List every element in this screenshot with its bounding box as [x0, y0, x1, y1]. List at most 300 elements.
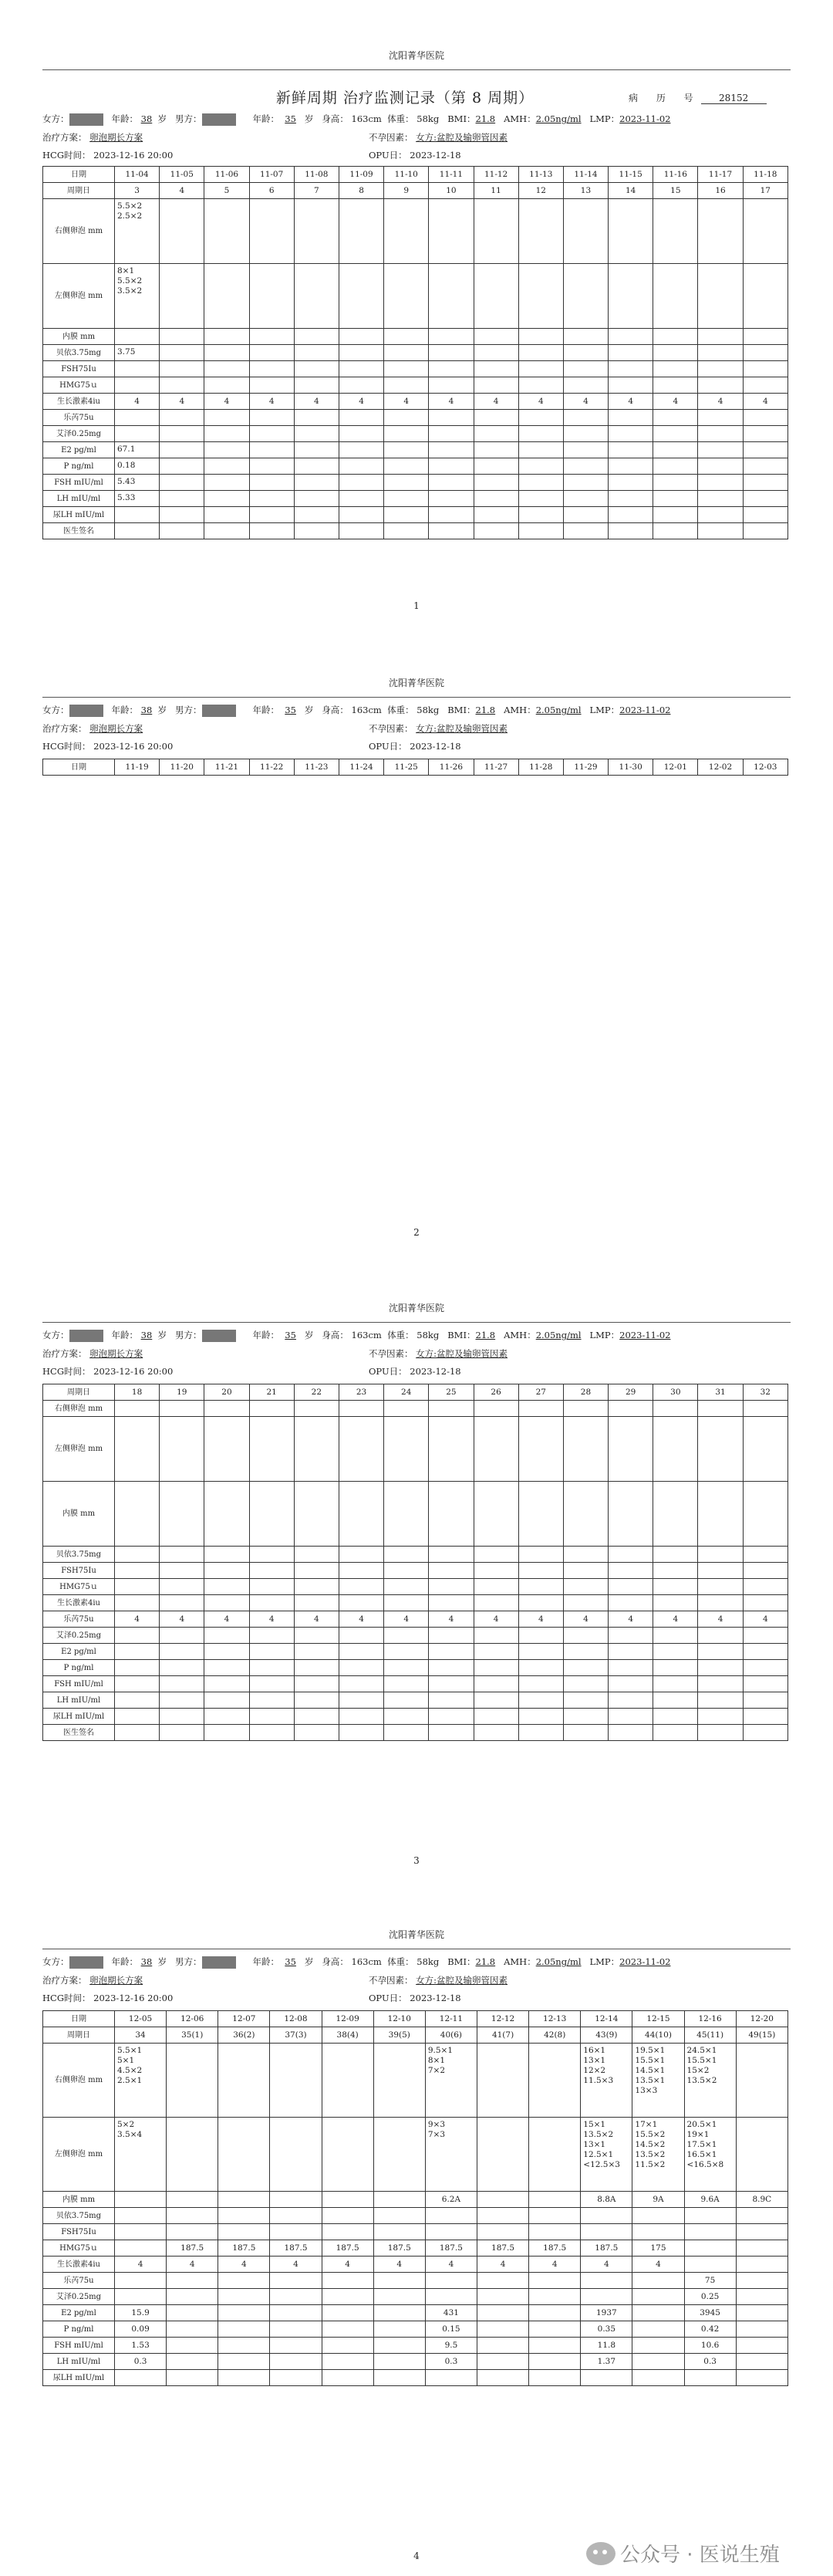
- row-label: 左侧卵泡 mm: [43, 264, 115, 329]
- table-cell: [698, 1628, 743, 1644]
- table-cell: [581, 2289, 632, 2305]
- row-label: 右侧卵泡 mm: [43, 199, 115, 264]
- row-label: HMG75ｕ: [43, 2240, 115, 2257]
- table-cell: [218, 2354, 270, 2370]
- table-cell: [115, 2192, 167, 2208]
- table-cell: [477, 2321, 528, 2338]
- table-cell: [518, 1595, 563, 1611]
- table-cell: [518, 1482, 563, 1547]
- table-cell: 11-27: [474, 759, 518, 776]
- table-cell: 14: [609, 183, 653, 199]
- table-cell: [160, 1709, 204, 1725]
- table-cell: [474, 1628, 518, 1644]
- table-cell: [477, 2208, 528, 2224]
- table-cell: [429, 1709, 474, 1725]
- row-label: 周期日: [43, 2027, 115, 2044]
- table-cell: [736, 2240, 787, 2257]
- row-label: 艾泽0.25mg: [43, 426, 115, 442]
- table-cell: [373, 2224, 425, 2240]
- table-row: [43, 1611, 788, 1628]
- table-cell: [339, 1563, 383, 1579]
- hospital-name: 沈阳菁华医院: [388, 1303, 444, 1313]
- table-cell: [529, 2305, 581, 2321]
- table-cell: [518, 1644, 563, 1660]
- table-cell: 4: [204, 394, 249, 410]
- table-cell: [294, 1401, 339, 1417]
- table-cell: [429, 1595, 474, 1611]
- table-cell: [167, 2118, 218, 2192]
- table-cell: [373, 2289, 425, 2305]
- table-cell: [698, 1692, 743, 1709]
- table-cell: 187.5: [477, 2240, 528, 2257]
- table-cell: 0.3: [684, 2354, 736, 2370]
- table-cell: [384, 1563, 429, 1579]
- table-cell: [518, 1401, 563, 1417]
- row-label: 贝依3.75mg: [43, 1547, 115, 1563]
- table-cell: [204, 1595, 249, 1611]
- table-cell: [384, 1482, 429, 1547]
- table-cell: [115, 2370, 167, 2386]
- row-label: E2 pg/ml: [43, 442, 115, 458]
- table-cell: [736, 2208, 787, 2224]
- table-cell: [249, 1660, 294, 1676]
- table-cell: [373, 2044, 425, 2118]
- table-cell: [294, 1725, 339, 1741]
- table-cell: [115, 2273, 167, 2289]
- table-cell: [218, 2273, 270, 2289]
- table-cell: 12-12: [477, 2011, 528, 2027]
- table-cell: [474, 1660, 518, 1676]
- table-cell: [218, 2208, 270, 2224]
- table-cell: [743, 1676, 787, 1692]
- table-cell: [249, 1692, 294, 1709]
- table-cell: [160, 1482, 204, 1547]
- table-cell: [653, 1579, 698, 1595]
- table-cell: 175: [632, 2240, 684, 2257]
- table-cell: 19.5×1 15.5×1 14.5×1 13.5×1 13×3: [632, 2044, 684, 2118]
- table-cell: 4: [609, 394, 653, 410]
- table-cell: [160, 1401, 204, 1417]
- table-cell: 1.53: [115, 2338, 167, 2354]
- table-cell: 17: [743, 183, 787, 199]
- table-cell: 4: [474, 1611, 518, 1628]
- table-row: [43, 2305, 788, 2321]
- table-cell: 12-05: [115, 2011, 167, 2027]
- table-cell: [581, 2370, 632, 2386]
- table-row: [43, 2192, 788, 2208]
- table-cell: 18: [115, 1384, 160, 1401]
- table-cell: [632, 2273, 684, 2289]
- table-cell: [384, 1417, 429, 1482]
- table-cell: 187.5: [322, 2240, 373, 2257]
- table-cell: 35(1): [167, 2027, 218, 2044]
- table-cell: [322, 2338, 373, 2354]
- table-cell: 75: [684, 2273, 736, 2289]
- table-cell: [425, 2370, 477, 2386]
- table-cell: 4: [249, 1611, 294, 1628]
- table-cell: [167, 2208, 218, 2224]
- hcg-time: HCG时间： 2023-12-16 20:00: [42, 1366, 174, 1377]
- table-cell: 9×3 7×3: [425, 2118, 477, 2192]
- row-label: 医生签名: [43, 523, 115, 539]
- table-cell: [743, 1482, 787, 1547]
- table-cell: 26: [474, 1384, 518, 1401]
- table-cell: [160, 1692, 204, 1709]
- table-cell: [698, 1725, 743, 1741]
- table-cell: 4: [115, 394, 160, 410]
- table-cell: 12-13: [529, 2011, 581, 2027]
- table-cell: 187.5: [529, 2240, 581, 2257]
- table-cell: [743, 1660, 787, 1676]
- table-cell: 4: [204, 1611, 249, 1628]
- table-cell: [736, 2118, 787, 2192]
- table-cell: 4: [698, 1611, 743, 1628]
- table-cell: 4: [653, 1611, 698, 1628]
- table-cell: [204, 1417, 249, 1482]
- table-cell: 12-03: [743, 759, 787, 776]
- table-cell: 11-08: [294, 167, 339, 183]
- table-cell: [684, 2370, 736, 2386]
- table-cell: 43(9): [581, 2027, 632, 2044]
- table-cell: [698, 1401, 743, 1417]
- row-label: FSH mIU/ml: [43, 2338, 115, 2354]
- table-cell: 8×1 5.5×2 3.5×2: [115, 264, 160, 329]
- table-cell: 4: [563, 1611, 608, 1628]
- table-cell: [609, 1660, 653, 1676]
- table-cell: [384, 1692, 429, 1709]
- table-cell: [518, 1417, 563, 1482]
- table-cell: [115, 1563, 160, 1579]
- watermark: 公众号 · 医说生殖: [586, 2539, 780, 2568]
- table-cell: [563, 1660, 608, 1676]
- table-cell: [270, 2338, 322, 2354]
- table-cell: 12-14: [581, 2011, 632, 2027]
- table-cell: 1.37: [581, 2354, 632, 2370]
- table-cell: 4: [160, 183, 204, 199]
- table-cell: [477, 2224, 528, 2240]
- table-cell: [698, 1676, 743, 1692]
- row-label: HMG75ｕ: [43, 1579, 115, 1595]
- table-cell: [160, 1644, 204, 1660]
- row-label: E2 pg/ml: [43, 1644, 115, 1660]
- table-cell: [167, 2289, 218, 2305]
- table-row: [43, 2321, 788, 2338]
- row-label: 艾泽0.25mg: [43, 2289, 115, 2305]
- table-cell: 4: [384, 394, 429, 410]
- table-cell: [653, 1676, 698, 1692]
- table-cell: 16×1 13×1 12×2 11.5×3: [581, 2044, 632, 2118]
- table-cell: 12-11: [425, 2011, 477, 2027]
- table-cell: [474, 1595, 518, 1611]
- opu-date: OPU日： 2023-12-18: [369, 150, 461, 161]
- table-cell: [477, 2354, 528, 2370]
- table-cell: [736, 2257, 787, 2273]
- table-cell: [477, 2305, 528, 2321]
- table-cell: 9.5: [425, 2338, 477, 2354]
- row-label: HMG75ｕ: [43, 377, 115, 394]
- redacted-name: [69, 1956, 103, 1969]
- table-cell: 4: [218, 2257, 270, 2273]
- table-cell: 28: [563, 1384, 608, 1401]
- table-cell: [339, 1725, 383, 1741]
- table-cell: 27: [518, 1384, 563, 1401]
- row-label: 乐芮75u: [43, 1611, 115, 1628]
- table-cell: [653, 1547, 698, 1563]
- table-cell: 23: [339, 1384, 383, 1401]
- table-cell: [115, 2240, 167, 2257]
- table-cell: [653, 1595, 698, 1611]
- table-cell: [373, 2370, 425, 2386]
- table-cell: [384, 1595, 429, 1611]
- table-cell: 11-09: [339, 167, 383, 183]
- table-cell: 0.3: [115, 2354, 167, 2370]
- table-cell: 4: [518, 394, 563, 410]
- table-cell: [322, 2224, 373, 2240]
- table-cell: [429, 1660, 474, 1676]
- table-cell: 187.5: [167, 2240, 218, 2257]
- table-cell: [563, 1644, 608, 1660]
- table-cell: 4: [632, 2257, 684, 2273]
- table-cell: 42(8): [529, 2027, 581, 2044]
- table-cell: [632, 2208, 684, 2224]
- table-row: [43, 759, 788, 776]
- table-cell: [653, 1692, 698, 1709]
- table-cell: [563, 1595, 608, 1611]
- table-cell: [477, 2192, 528, 2208]
- table-cell: 4: [429, 1611, 474, 1628]
- table-cell: [743, 1547, 787, 1563]
- table-cell: 4: [698, 394, 743, 410]
- table-cell: [518, 1547, 563, 1563]
- table-cell: [609, 1692, 653, 1709]
- table-cell: [373, 2354, 425, 2370]
- table-cell: 4: [425, 2257, 477, 2273]
- table-row: [43, 2011, 788, 2027]
- table-cell: [653, 1563, 698, 1579]
- table-cell: 10: [429, 183, 474, 199]
- table-cell: [294, 1595, 339, 1611]
- table-cell: [294, 1660, 339, 1676]
- opu-date: OPU日： 2023-12-18: [369, 741, 461, 752]
- patient-info-line2: 治疗方案： 卵泡期长方案: [42, 1975, 143, 1986]
- table-cell: [249, 1482, 294, 1547]
- table-cell: 4: [743, 394, 787, 410]
- table-cell: 15×1 13.5×2 13×1 12.5×1 <12.5×3: [581, 2118, 632, 2192]
- table-cell: [474, 1563, 518, 1579]
- page-number: 2: [413, 1227, 420, 1238]
- table-cell: 21: [249, 1384, 294, 1401]
- table-cell: [218, 2224, 270, 2240]
- table-cell: [477, 2273, 528, 2289]
- table-cell: 0.42: [684, 2321, 736, 2338]
- row-label: 医生签名: [43, 1725, 115, 1741]
- table-cell: [698, 1595, 743, 1611]
- table-cell: [563, 1676, 608, 1692]
- table-cell: [563, 1709, 608, 1725]
- table-cell: 11-18: [743, 167, 787, 183]
- table-cell: [115, 1692, 160, 1709]
- row-label: 乐芮75u: [43, 2273, 115, 2289]
- table-cell: 0.15: [425, 2321, 477, 2338]
- patient-info-line2: 治疗方案： 卵泡期长方案: [42, 132, 143, 143]
- table-cell: 15: [653, 183, 698, 199]
- table-cell: [474, 1676, 518, 1692]
- table-cell: [204, 1660, 249, 1676]
- table-cell: [249, 1676, 294, 1692]
- table-cell: 4: [384, 1611, 429, 1628]
- table-cell: [204, 1692, 249, 1709]
- table-cell: [339, 1579, 383, 1595]
- page-number: 1: [413, 600, 420, 611]
- table-row: [43, 1547, 788, 1563]
- table-cell: 11-19: [115, 759, 160, 776]
- infertility-factor: 不孕因素： 女方:盆腔及输卵管因素: [369, 1348, 508, 1359]
- table-cell: [294, 1692, 339, 1709]
- table-cell: 5.5×2 2.5×2: [115, 199, 160, 264]
- table-cell: [160, 1579, 204, 1595]
- table-cell: [474, 1417, 518, 1482]
- table-cell: [249, 1579, 294, 1595]
- table-cell: [204, 1628, 249, 1644]
- table-cell: 30: [653, 1384, 698, 1401]
- table-row: [43, 1579, 788, 1595]
- table-cell: [384, 1628, 429, 1644]
- table-cell: [339, 1709, 383, 1725]
- table-cell: [609, 1547, 653, 1563]
- table-cell: [270, 2273, 322, 2289]
- divider: [42, 697, 791, 698]
- row-label: FSH75Iu: [43, 1563, 115, 1579]
- table-cell: [698, 1660, 743, 1676]
- table-cell: [249, 1595, 294, 1611]
- table-cell: [474, 1644, 518, 1660]
- table-row: [43, 1482, 788, 1547]
- table-cell: [518, 1660, 563, 1676]
- table-cell: [429, 1644, 474, 1660]
- table-cell: 5.33: [115, 491, 160, 507]
- table-cell: [429, 1725, 474, 1741]
- row-label: FSH75Iu: [43, 2224, 115, 2240]
- table-cell: [270, 2192, 322, 2208]
- table-cell: [609, 1709, 653, 1725]
- table-cell: [609, 1628, 653, 1644]
- table-cell: [632, 2321, 684, 2338]
- patient-info-line1: 女方： 年龄： 38 岁 男方： 年龄： 35 岁 身高： 163cm 体重： 58kg BMI：21.8 AMH：2.05ng/ml LMP：2023-11-02: [42, 113, 671, 124]
- table-cell: [322, 2354, 373, 2370]
- table-cell: 20.5×1 19×1 17.5×1 16.5×1 <16.5×8: [684, 2118, 736, 2192]
- table-cell: [653, 1725, 698, 1741]
- table-cell: 7: [294, 183, 339, 199]
- table-cell: [270, 2224, 322, 2240]
- table-cell: 5.5×1 5×1 4.5×2 2.5×1: [115, 2044, 167, 2118]
- row-label: FSH75Iu: [43, 361, 115, 377]
- table-cell: [160, 1660, 204, 1676]
- table-cell: [736, 2321, 787, 2338]
- table-cell: [563, 1628, 608, 1644]
- table-cell: 5: [204, 183, 249, 199]
- table-cell: [339, 1692, 383, 1709]
- table-cell: 4: [115, 1611, 160, 1628]
- table-cell: [115, 1628, 160, 1644]
- table-cell: [270, 2354, 322, 2370]
- row-label: E2 pg/ml: [43, 2305, 115, 2321]
- table-cell: 4: [653, 394, 698, 410]
- table-cell: [322, 2273, 373, 2289]
- table-cell: [698, 1644, 743, 1660]
- table-row: [43, 1660, 788, 1676]
- table-cell: [167, 2321, 218, 2338]
- table-cell: [736, 2354, 787, 2370]
- table-cell: [698, 1417, 743, 1482]
- redacted-name: [202, 1330, 236, 1342]
- table-cell: 37(3): [270, 2027, 322, 2044]
- table-cell: 11-17: [698, 167, 743, 183]
- table-row: [43, 2044, 788, 2118]
- table-cell: [563, 1482, 608, 1547]
- row-label: 左侧卵泡 mm: [43, 1417, 115, 1482]
- row-label: 日期: [43, 167, 115, 183]
- row-label: 生长激素4iu: [43, 394, 115, 410]
- table-cell: 12-20: [736, 2011, 787, 2027]
- table-cell: [425, 2224, 477, 2240]
- table-cell: [204, 1579, 249, 1595]
- table-cell: [218, 2370, 270, 2386]
- table-row: [43, 2208, 788, 2224]
- table-cell: 22: [294, 1384, 339, 1401]
- table-cell: [529, 2118, 581, 2192]
- table-cell: 12-15: [632, 2011, 684, 2027]
- table-cell: [167, 2305, 218, 2321]
- row-label: 贝依3.75mg: [43, 345, 115, 361]
- table-cell: 3: [115, 183, 160, 199]
- row-label: 周期日: [43, 1384, 115, 1401]
- table-cell: 24: [384, 1384, 429, 1401]
- table-cell: 49(15): [736, 2027, 787, 2044]
- hospital-name: 沈阳菁华医院: [388, 678, 444, 688]
- table-row: [43, 1628, 788, 1644]
- table-cell: [218, 2321, 270, 2338]
- table-cell: 4: [270, 2257, 322, 2273]
- table-cell: [167, 2273, 218, 2289]
- table-cell: [474, 1692, 518, 1709]
- table-cell: [529, 2224, 581, 2240]
- table-cell: [167, 2044, 218, 2118]
- table-cell: [609, 1595, 653, 1611]
- table-cell: [204, 1676, 249, 1692]
- table-cell: [743, 1725, 787, 1741]
- table-cell: [429, 1417, 474, 1482]
- table-cell: [529, 2289, 581, 2305]
- table-cell: [249, 1547, 294, 1563]
- table-cell: [249, 1417, 294, 1482]
- table-cell: [653, 1644, 698, 1660]
- table-cell: [743, 1709, 787, 1725]
- table-cell: [115, 1401, 160, 1417]
- table-cell: 11-28: [518, 759, 563, 776]
- table-cell: [249, 1628, 294, 1644]
- table-cell: 4: [429, 394, 474, 410]
- table-cell: [609, 1482, 653, 1547]
- hcg-time: HCG时间： 2023-12-16 20:00: [42, 1993, 174, 2003]
- table-cell: [632, 2224, 684, 2240]
- table-cell: 39(5): [373, 2027, 425, 2044]
- record-number: 病 历 号 28152: [629, 91, 767, 104]
- table-cell: [474, 1709, 518, 1725]
- row-label: 贝依3.75mg: [43, 2208, 115, 2224]
- infertility-factor: 不孕因素： 女方:盆腔及输卵管因素: [369, 132, 508, 143]
- table-cell: [270, 2044, 322, 2118]
- table-cell: 12-09: [322, 2011, 373, 2027]
